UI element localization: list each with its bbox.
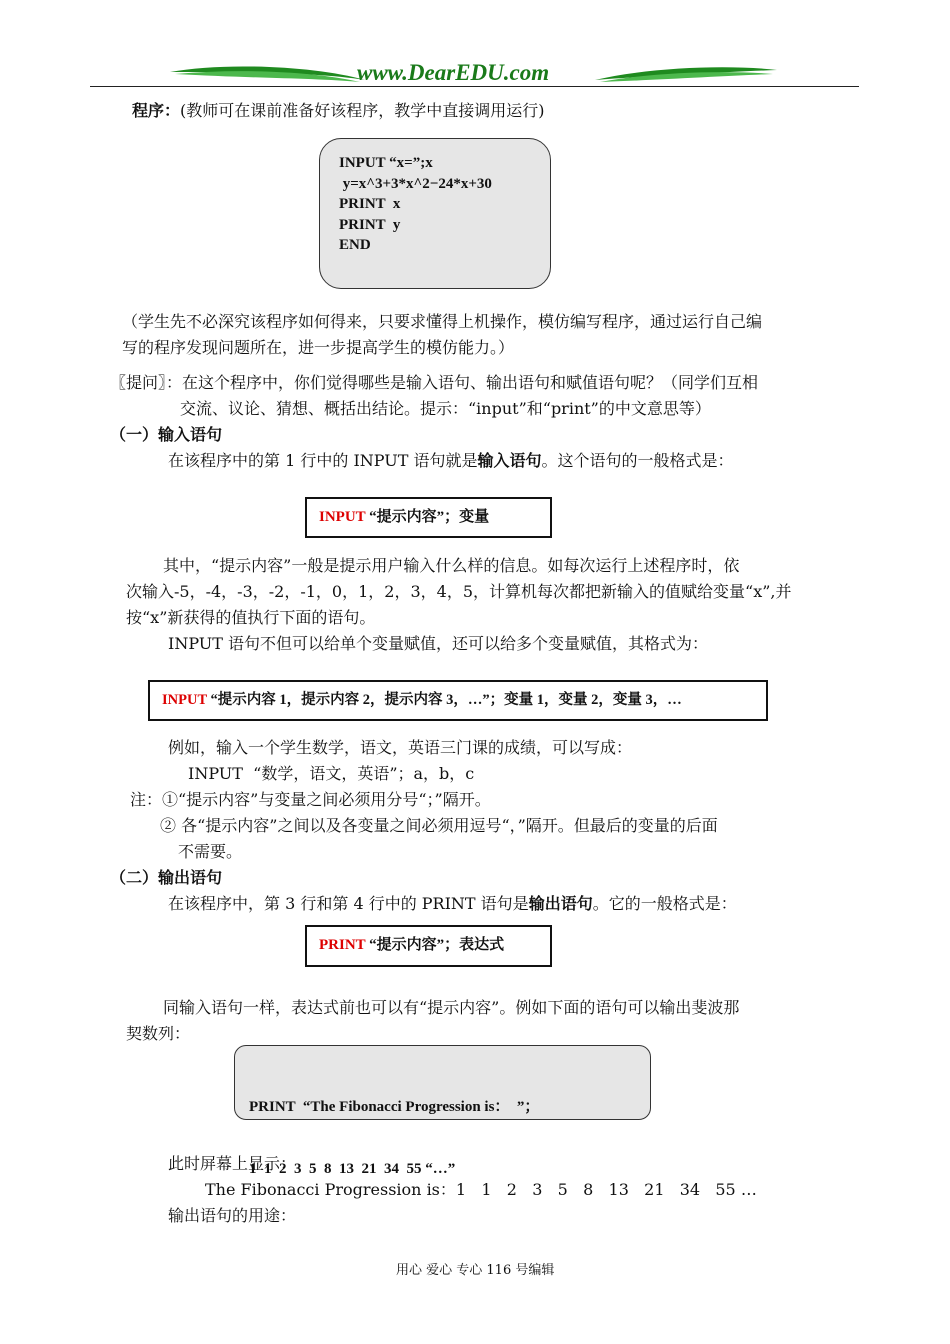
text: 。它的一般格式是： [592, 894, 737, 913]
section2-p2-line2: 契数列： [126, 1024, 191, 1043]
program-label: 程序： [132, 101, 181, 120]
format-rest: “提示内容”；变量 [369, 509, 490, 525]
input-format-box [305, 497, 552, 538]
code-line: END [339, 237, 371, 253]
section2-paragraph [168, 891, 737, 917]
code-line: y=x^3+3*x^2−24*x+30 [339, 175, 492, 192]
section1-p2-line2: 次输入-5，-4，-3，-2，-1，0，1，2，3，4，5，计算机每次都把新输入的值赋给变量“x”,并 [126, 582, 792, 601]
question-line1: 〖提问〗：在这个程序中，你们觉得哪些是输入语句、输出语句和赋值语句呢？（同学们互相 [110, 373, 759, 392]
note-2-line1: ② 各“提示内容”之间以及各变量之间必须用逗号“，”隔开。但最后的变量的后面 [160, 816, 718, 835]
keyword-output-statement: 输出语句 [528, 894, 593, 913]
section-heading-input: （一）输入语句 [110, 425, 223, 444]
section1-paragraph [168, 448, 734, 474]
note-2-line2: 不需要。 [178, 842, 243, 861]
section-heading-output: （二）输出语句 [110, 868, 223, 887]
code-line: INPUT “x=”;x [339, 155, 433, 171]
example-code: INPUT “数学，语文，英语”；a，b，c [188, 764, 475, 783]
keyword-input-statement: 输入语句 [477, 451, 542, 470]
note-1: 注：①“提示内容”与变量之间必须用分号“；”隔开。 [130, 790, 491, 809]
code-line: PRINT x [339, 196, 401, 212]
format-rest: “提示内容 1，提示内容 2，提示内容 3，…”；变量 1，变量 2，变量 3，… [210, 692, 682, 708]
usage-heading: 输出语句的用途： [168, 1206, 297, 1225]
format-keyword: PRINT [319, 937, 366, 953]
text: 在该程序中，第 3 行和第 4 行中的 PRINT 语句是 [168, 894, 529, 913]
student-note-line1: （学生先不必深究该程序如何得来，只要求懂得上机操作，模仿编写程序，通过运行自己编 [122, 312, 763, 331]
site-logo: www.DearEDU.com [357, 60, 550, 85]
code-line: PRINT “The Fibonacci Progression is： ”； [249, 1099, 540, 1115]
section1-p2-line3: 按“x”新获得的值执行下面的语句。 [126, 608, 376, 627]
code-line: PRINT y [339, 216, 401, 233]
text: 。这个语句的一般格式是： [541, 451, 734, 470]
section1-p3: INPUT 语句不但可以给单个变量赋值，还可以给多个变量赋值，其格式为： [168, 634, 709, 653]
input-format [319, 507, 489, 528]
format-rest: “提示内容”；表达式 [369, 937, 505, 953]
header-rule [90, 86, 859, 87]
input-multi-format [162, 690, 682, 711]
fibonacci-code-box [234, 1045, 651, 1177]
section1-p2-line1: 其中，“提示内容”一般是提示用户输入什么样的信息。如每次运行上述程序时，依 [163, 556, 740, 575]
example-intro: 例如，输入一个学生数学，语文，英语三门课的成绩，可以写成： [168, 738, 633, 757]
print-format [319, 935, 504, 956]
format-keyword: INPUT [162, 692, 207, 708]
screen-intro: 此时屏幕上显示： [168, 1154, 297, 1173]
program-code-box [319, 138, 551, 289]
program-intro [132, 98, 545, 124]
screen-output: The Fibonacci Progression is：1 1 2 3 5 8 13 21 34 55 … [205, 1180, 757, 1199]
text: 在该程序中的第 1 行中的 INPUT 语句就是 [168, 451, 478, 470]
input-multi-format-box [148, 680, 768, 721]
print-format-box [305, 925, 552, 967]
program-note: (教师可在课前准备好该程序，教学中直接调用运行) [180, 101, 545, 120]
section2-p2-line1: 同输入语句一样，表达式前也可以有“提示内容”。例如下面的语句可以输出斐波那 [163, 998, 740, 1017]
program-code [339, 153, 492, 256]
code-line: 1 1 2 3 5 8 13 21 34 55 “…” [249, 1160, 456, 1177]
page-footer: 用心 爱心 专心 116 号编辑 [396, 1263, 555, 1278]
question-line2: 交流、议论、猜想、概括出结论。提示：“input”和“print”的中文意思等） [180, 399, 711, 418]
student-note-line2: 写的程序发现问题所在，进一步提高学生的模仿能力。） [122, 338, 515, 357]
format-keyword: INPUT [319, 509, 366, 525]
